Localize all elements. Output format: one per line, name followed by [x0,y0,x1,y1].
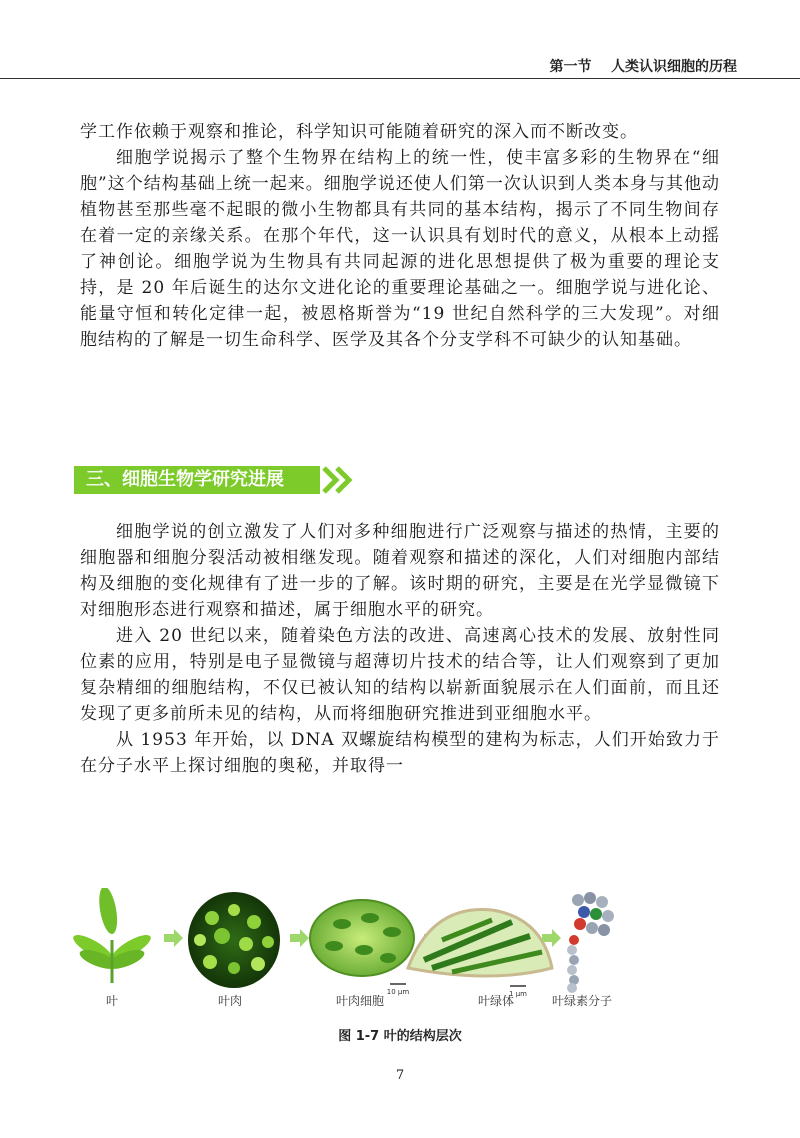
paragraph: 细胞学说揭示了整个生物界在结构上的统一性，使丰富多彩的生物界在“细胞”这个结构基础上统一起来。细胞学说还使人们第一次认识到人类本身与其他动植物甚至那些毫不起眼的微小生物都具有共同的基本结构，揭示了不同生物间存在着一定的亲缘关系。在那个年代，这一认识具有划时代的意义，从根本上动摇了神创论。细胞学说为生物具有共同起源的进化思想提供了极为重要的理论支持，是 20 年后诞生的达尔文进化论的重要理论基础之一。细胞学说与进化论、能量守恒和转化定律一起，被恩格斯誉为“19 世纪自然科学的三大发现”。对细胞结构的了解是一切生命科学、医学及其各个分支学科不可缺少的认知基础。 [80,148,720,350]
leaf-image [72,888,154,983]
body-text-bottom [80,519,720,779]
paragraph: 进入 20 世纪以来，随着染色方法的改进、高速离心技术的发展、放射性同位素的应用，特别是电子显微镜与超薄切片技术的结合等，让人们观察到了更加复杂精细的细胞结构，不仅已被认知的结构以崭新面貌展示在人们面前，而且还发现了更多前所未见的结构，从而将细胞研究推进到亚细胞水平。 [80,626,720,724]
page-number: 7 [395,1068,405,1083]
body-text-top [80,119,720,353]
figure-label-leaf: 叶 [106,994,119,1008]
paragraph: 从 1953 年开始，以 DNA 双螺旋结构模型的建构为标志，人们开始致力于在分子水平上探讨细胞的奥秘，并取得一 [80,730,720,776]
figure-label-mesophyll: 叶肉 [218,994,243,1008]
double-chevron-icon [322,466,356,494]
figure-label-mesophyll-cell: 叶肉细胞 [336,994,385,1008]
scale-bar-label: 10 µm [386,988,410,996]
arrow-icon [290,929,309,947]
paragraph: 学工作依赖于观察和推论，科学知识可能随着研究的深入而不断改变。 [80,122,638,142]
mesophyll-image [188,892,280,988]
section-heading-title: 三、细胞生物学研究进展 [86,469,284,490]
chapter-header-title: 第一节 人类认识细胞的历程 [549,59,737,75]
figure-label-chlorophyll-molecule: 叶绿素分子 [552,994,613,1008]
paragraph: 细胞学说的创立激发了人们对多种细胞进行广泛观察与描述的热情，主要的细胞器和细胞分裂活动被相继发现。随着观察和描述的深化，人们对细胞内部结构及细胞的变化规律有了进一步的了解。该时期的研究，主要是在光学显微镜下对细胞形态进行观察和描述，属于细胞水平的研究。 [80,522,720,620]
header-rule [0,78,800,79]
figure-label-chloroplast: 叶绿体 [478,994,515,1008]
scale-bar-label: 1 µm [509,990,527,998]
mesophyll-cell-image [310,900,414,996]
leaf-structure-figure [72,888,722,1018]
arrow-icon [164,929,183,947]
chloroplast-image [408,909,552,998]
figure-caption: 图 1-7 叶的结构层次 [338,1029,462,1044]
chlorophyll-molecule-image [567,892,614,993]
